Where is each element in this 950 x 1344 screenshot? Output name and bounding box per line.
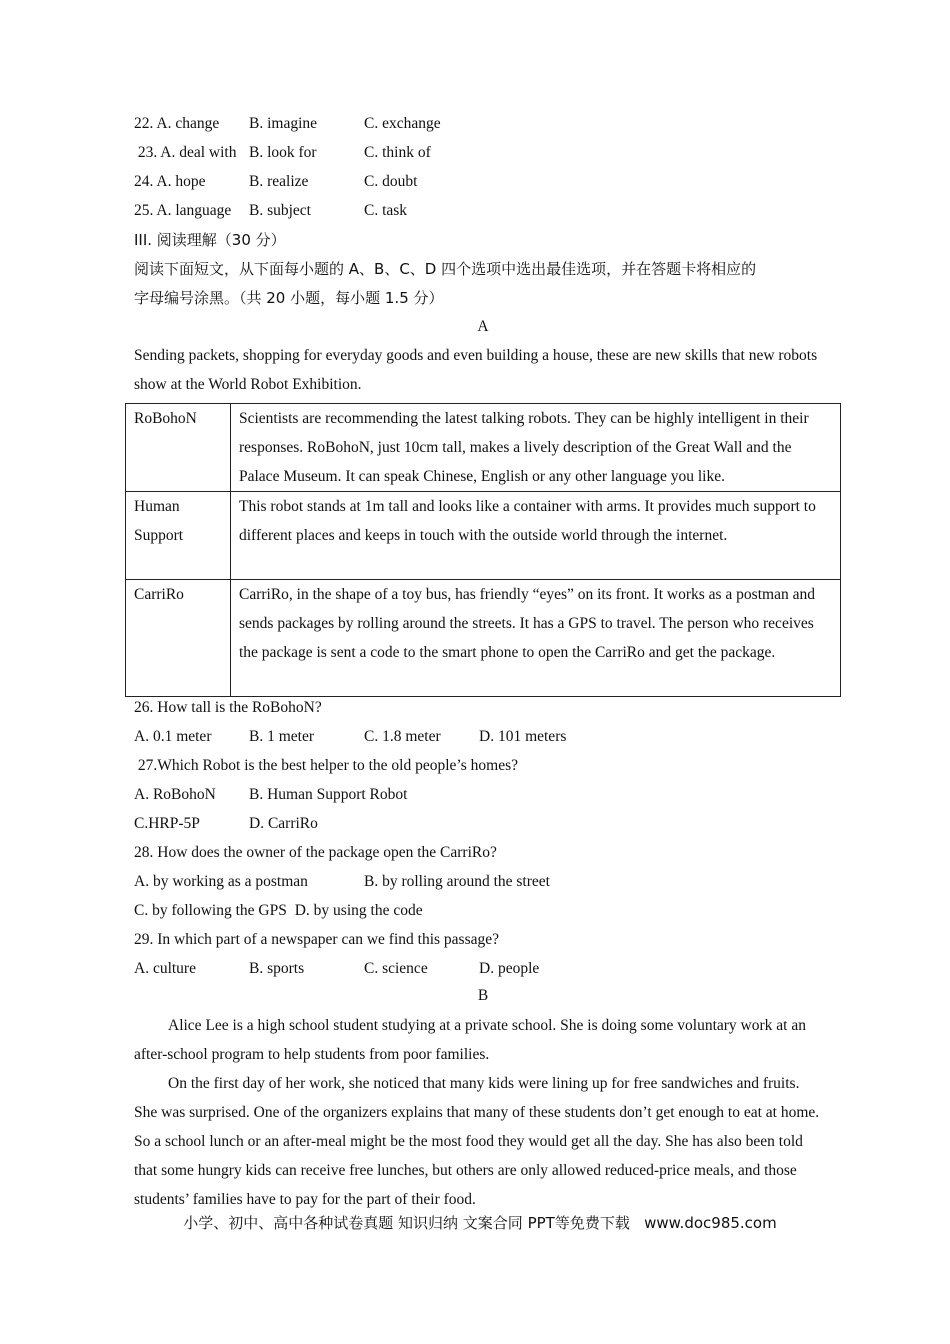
robots-table [125, 403, 841, 697]
q23-option-b: B. look for [249, 144, 317, 161]
q28-stem: 28. How does the owner of the package open the CarriRo? [134, 844, 497, 861]
q26-option-c: C. 1.8 meter [364, 728, 441, 745]
q29-options [134, 959, 540, 979]
q27-stem: 27.Which Robot is the best helper to the old people’s homes? [134, 757, 518, 774]
instructions-line-1: 阅读下面短文，从下面每小题的 A、B、C、D 四个选项中选出最佳选项，并在答题卡将相应的 [134, 260, 757, 278]
passage-a-label: A [477, 318, 489, 335]
q29-option-d: D. people [479, 960, 540, 977]
q27-option-b: B. Human Support Robot [249, 786, 408, 803]
q28-option-a: A. by working as a postman [134, 873, 308, 890]
question-22 [134, 114, 441, 134]
q26-option-d: D. 101 meters [479, 728, 567, 745]
q28-options-row-1 [134, 872, 550, 892]
q29-option-c: C. science [364, 960, 428, 977]
passage-b-paragraph-1: Alice Lee is a high school student studying at a private school. She is doing some voluntary work at an after-school program to help students from poor families. [134, 1017, 806, 1063]
passage-a-intro: Sending packets, shopping for everyday goods and even building a house, these are new skills that new robots show at the World Robot Exhibition. [134, 347, 818, 393]
q24-option-b: B. realize [249, 173, 309, 190]
q28-options-row-2 [134, 901, 423, 921]
q27-options-row-1 [134, 785, 408, 805]
q24-option-c: C. doubt [364, 173, 418, 190]
q26-option-b: B. 1 meter [249, 728, 314, 745]
q27-option-a: A. RoBohoN [134, 786, 216, 803]
robot-description-cell: Scientists are recommending the latest talking robots. They can be highly intelligent in their responses. RoBohoN, just 10cm tall, makes a lively description of the Great Wall and the Palace Museum. It can speak Chinese, English or any other language you like. [231, 404, 841, 492]
passage-b-paragraph-2: On the first day of her work, she noticed that many kids were lining up for free sandwiches and fruits. She was surprised. One of the organizers explains that many of these students don’t get enough to eat at home. So a school lunch or an after-meal might be the most food they would get all the day. She has also been told that some hungry kids can receive free lunches, but others are only allowed reduced-price meals, and those students’ families have to pay for the part of their food. [134, 1075, 820, 1208]
q26-option-a: A. 0.1 meter [134, 728, 212, 745]
section-title: III. 阅读理解（30 分） [134, 231, 286, 249]
q28-option-c: C. by following the GPS [134, 902, 287, 919]
q27-options-row-2 [134, 814, 318, 834]
q26-stem: 26. How tall is the RoBohoN? [134, 699, 322, 716]
passage-b-label: B [477, 987, 489, 1004]
q23-option-a: 23. A. deal with [134, 144, 237, 161]
table-row [126, 404, 841, 492]
q23-option-c: C. think of [364, 144, 431, 161]
q22-option-b: B. imagine [249, 115, 318, 132]
table-row [126, 580, 841, 697]
question-25 [134, 201, 408, 221]
q25-option-c: C. task [364, 202, 408, 219]
robot-name-cell: RoBohoN [126, 404, 231, 492]
q28-option-d: D. by using the code [294, 902, 423, 919]
robot-name-cell: CarriRo [126, 580, 231, 697]
q29-option-a: A. culture [134, 960, 196, 977]
table-row [126, 492, 841, 580]
q26-options [134, 727, 567, 747]
q27-option-d: D. CarriRo [249, 815, 318, 832]
robot-description-cell: This robot stands at 1m tall and looks like a container with arms. It provides much support to different places and keeps in touch with the outside world through the internet. [231, 492, 841, 580]
q22-option-c: C. exchange [364, 115, 441, 132]
instructions-line-2: 字母编号涂黑。（共 20 小题，每小题 1.5 分） [134, 289, 444, 307]
robot-name-cell: Human Support [126, 492, 231, 580]
q25-option-a: 25. A. language [134, 202, 232, 219]
question-24 [134, 172, 418, 192]
page-footer: 小学、初中、高中各种试卷真题 知识归纳 文案合同 PPT等免费下载 www.doc985.com [183, 1214, 777, 1232]
q29-stem: 29. In which part of a newspaper can we find this passage? [134, 931, 499, 948]
q25-option-b: B. subject [249, 202, 311, 219]
q28-option-b: B. by rolling around the street [364, 873, 550, 890]
question-23 [134, 143, 431, 163]
q29-option-b: B. sports [249, 960, 305, 977]
q24-option-a: 24. A. hope [134, 173, 206, 190]
q27-option-c: C.HRP-5P [134, 815, 200, 832]
robot-description-cell: CarriRo, in the shape of a toy bus, has friendly “eyes” on its front. It works as a postman and sends packages by rolling around the streets. It has a GPS to travel. The person who receives the package is sent a code to the smart phone to open the CarriRo and get the package. [231, 580, 841, 697]
q22-option-a: 22. A. change [134, 115, 220, 132]
